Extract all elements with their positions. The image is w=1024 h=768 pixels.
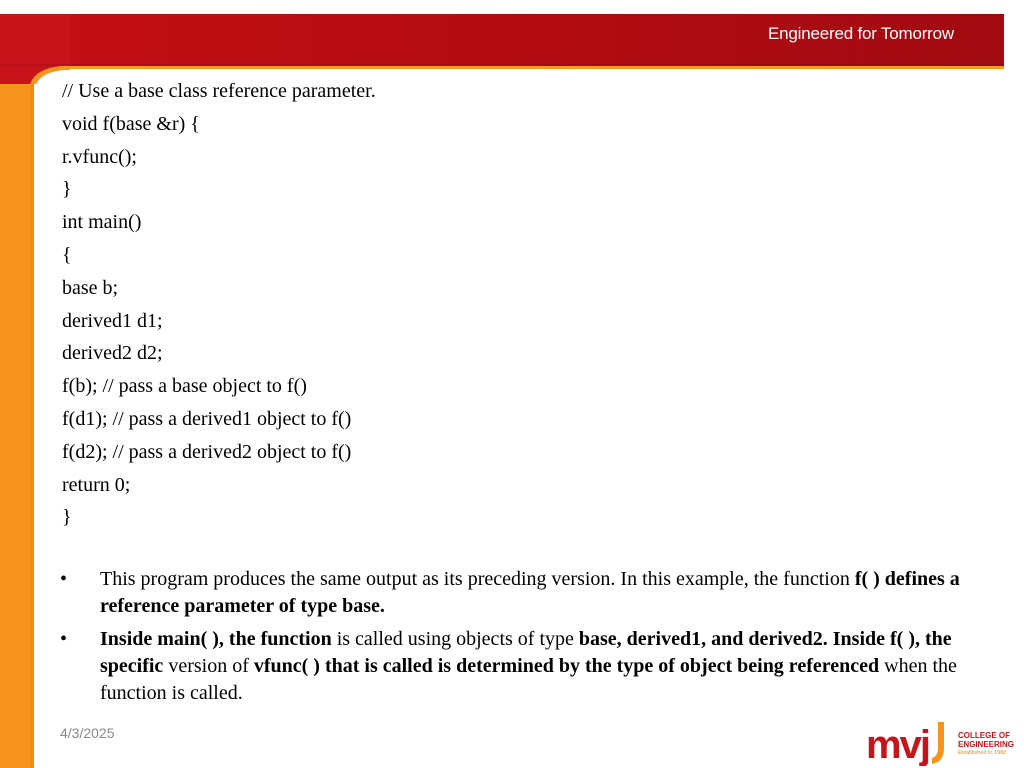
header-tagline: Engineered for Tomorrow (768, 24, 954, 43)
code-line: { (62, 243, 72, 266)
bullet-item (60, 566, 980, 620)
code-line: derived1 d1; (62, 309, 163, 332)
logo-line2: ENGINEERING (958, 740, 1015, 749)
bullet-text-segment: base, derived1, and derived2. Inside f( ), the specific (100, 628, 952, 677)
bullet-text-segment: This program produces the same output as its preceding version. In this example, the function (100, 568, 855, 590)
left-orange-band (0, 14, 30, 768)
bullet-item (60, 626, 980, 707)
bullet-text-segment: Inside main( ), the function (100, 628, 332, 650)
code-listing (62, 75, 376, 534)
logo-text (958, 731, 1014, 757)
bullet-text-segment: f( ) defines a reference parameter of type base. (100, 568, 960, 617)
code-line: r.vfunc(); (62, 145, 137, 168)
header-corner-curve (0, 14, 70, 84)
bullet-marker: • (60, 628, 68, 650)
logo-j-accent (932, 722, 944, 764)
left-band-edge (30, 14, 34, 768)
code-line: } (62, 506, 72, 529)
logo-mark: mvj (866, 723, 929, 766)
bullet-text-segment: vfunc( ) that is called is determined by the type of object being referenced (253, 655, 880, 677)
slide-date: 4/3/2025 (60, 725, 115, 741)
header-orange-stripe (60, 66, 1004, 69)
bullet-text-segment: when the function is called. (100, 655, 957, 704)
code-line: derived2 d2; (62, 342, 163, 365)
bullet-text-segment: is called using objects of type (331, 628, 579, 650)
code-line: base b; (62, 276, 119, 299)
code-line: return 0; (62, 473, 131, 496)
code-line: f(b); // pass a base object to f() (62, 375, 307, 398)
code-line: f(d1); // pass a derived1 object to f() (62, 407, 352, 430)
code-line: // Use a base class reference parameter. (62, 80, 376, 102)
code-line: void f(base &r) { (62, 112, 200, 135)
bullet-list (60, 566, 980, 713)
logo-line1: COLLEGE OF (958, 731, 1010, 740)
code-line: int main() (62, 211, 142, 234)
code-line: f(d2); // pass a derived2 object to f() (62, 440, 352, 463)
bullet-marker: • (60, 568, 68, 590)
bullet-text-segment: version of (163, 655, 254, 677)
code-line: } (62, 178, 72, 201)
logo-line3: Established In 1982 (958, 750, 1007, 756)
